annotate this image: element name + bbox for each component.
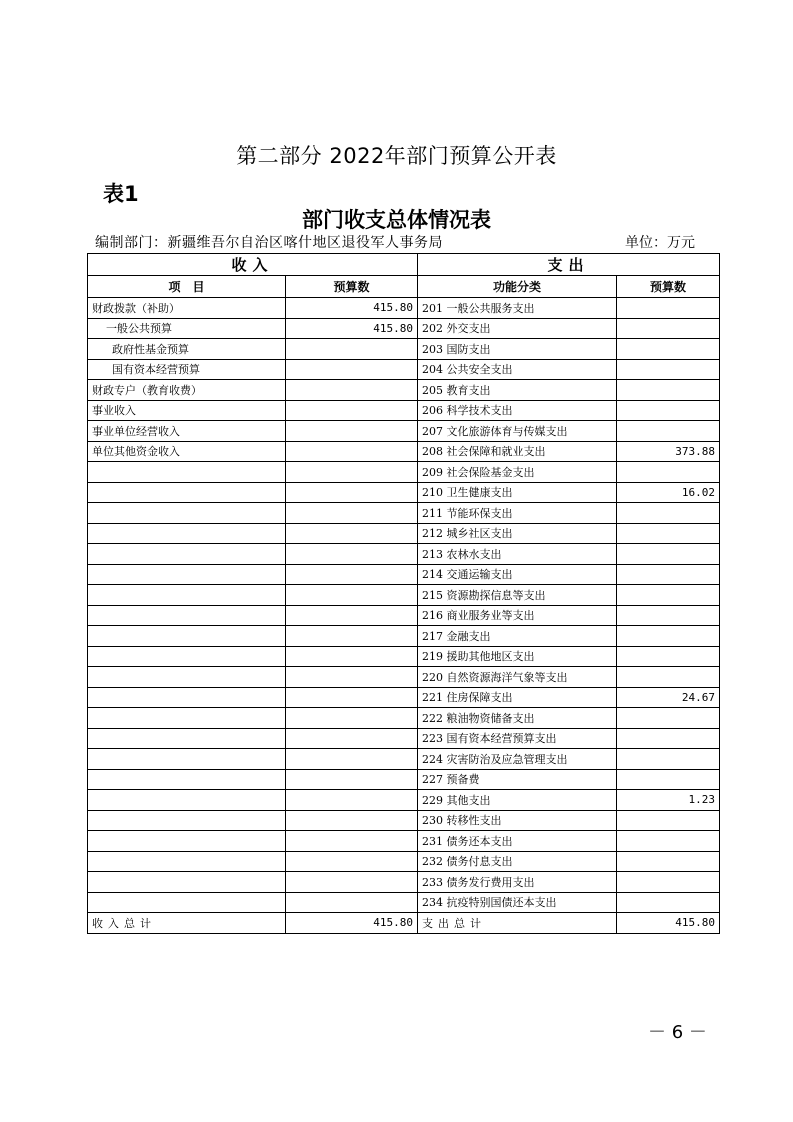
- income-item-cell: [88, 482, 286, 503]
- income-item-cell: 财政专户（教育收费）: [88, 380, 286, 401]
- expense-value-cell: [617, 523, 720, 544]
- expense-item-cell: 204 公共安全支出: [418, 359, 617, 380]
- income-item-cell: [88, 503, 286, 524]
- expense-value-cell: [617, 646, 720, 667]
- income-value-cell: [286, 400, 418, 421]
- expense-header: 支出: [418, 254, 720, 276]
- expense-value-cell: 1.23: [617, 790, 720, 811]
- expense-item-cell: 222 粮油物资储备支出: [418, 708, 617, 729]
- income-value-cell: [286, 523, 418, 544]
- income-value-cell: [286, 646, 418, 667]
- income-item-cell: [88, 462, 286, 483]
- expense-value-cell: 16.02: [617, 482, 720, 503]
- expense-item-cell: 215 资源勘探信息等支出: [418, 585, 617, 606]
- income-item-cell: [88, 646, 286, 667]
- unit-label: 单位：万元: [625, 235, 695, 251]
- expense-value-cell: [617, 421, 720, 442]
- expense-item-cell: 223 国有资本经营预算支出: [418, 728, 617, 749]
- expense-total-label: 支出总计: [418, 913, 617, 934]
- expense-value-cell: [617, 749, 720, 770]
- income-item-cell: [88, 523, 286, 544]
- table-row: [88, 667, 720, 688]
- income-value-cell: [286, 585, 418, 606]
- income-item-cell: [88, 687, 286, 708]
- header-row-sub: [88, 276, 720, 298]
- expense-item-cell: 205 教育支出: [418, 380, 617, 401]
- expense-item-cell: 219 援助其他地区支出: [418, 646, 617, 667]
- expense-item-cell: 221 住房保障支出: [418, 687, 617, 708]
- part-title: 第二部分 2022年部门预算公开表: [236, 144, 557, 168]
- table-row: [88, 892, 720, 913]
- expense-item-cell: 227 预备费: [418, 769, 617, 790]
- income-value-cell: [286, 831, 418, 852]
- expense-item-cell: 212 城乡社区支出: [418, 523, 617, 544]
- expense-value-cell: [617, 380, 720, 401]
- table-row: [88, 872, 720, 893]
- expense-value-cell: 373.88: [617, 441, 720, 462]
- table-row: [88, 400, 720, 421]
- income-item-cell: [88, 564, 286, 585]
- income-value-cell: [286, 339, 418, 360]
- expense-value-cell: [617, 462, 720, 483]
- expense-value-cell: [617, 831, 720, 852]
- page-number: － 6 －: [648, 1022, 707, 1043]
- income-header: 收入: [88, 254, 418, 276]
- income-value-cell: [286, 851, 418, 872]
- expense-item-cell: 231 债务还本支出: [418, 831, 617, 852]
- income-value-cell: [286, 728, 418, 749]
- expense-item-cell: 202 外交支出: [418, 318, 617, 339]
- expense-item-cell: 229 其他支出: [418, 790, 617, 811]
- expense-value-cell: [617, 872, 720, 893]
- header-row-top: [88, 254, 720, 276]
- income-item-cell: [88, 872, 286, 893]
- table-row: [88, 441, 720, 462]
- function-header: 功能分类: [418, 276, 617, 298]
- table-row: [88, 359, 720, 380]
- income-value-cell: [286, 872, 418, 893]
- table-number: 表1: [103, 182, 139, 206]
- income-item-cell: 单位其他资金收入: [88, 441, 286, 462]
- expense-item-cell: 208 社会保障和就业支出: [418, 441, 617, 462]
- income-item-cell: [88, 790, 286, 811]
- expense-item-cell: 224 灾害防治及应急管理支出: [418, 749, 617, 770]
- table-row: [88, 585, 720, 606]
- expense-item-cell: 220 自然资源海洋气象等支出: [418, 667, 617, 688]
- expense-value-cell: [617, 585, 720, 606]
- table-row: [88, 728, 720, 749]
- table-row: [88, 749, 720, 770]
- expense-value-cell: [617, 605, 720, 626]
- expense-item-cell: 210 卫生健康支出: [418, 482, 617, 503]
- income-value-cell: [286, 810, 418, 831]
- income-value-cell: [286, 687, 418, 708]
- budget-header: 预算数: [286, 276, 418, 298]
- table-row: [88, 482, 720, 503]
- income-item-cell: [88, 667, 286, 688]
- expense-value-cell: [617, 728, 720, 749]
- income-value-cell: [286, 462, 418, 483]
- income-value-cell: [286, 503, 418, 524]
- expense-value-cell: [617, 892, 720, 913]
- totals-row: [88, 913, 720, 934]
- table-row: [88, 769, 720, 790]
- expense-item-cell: 203 国防支出: [418, 339, 617, 360]
- expense-value-cell: [617, 544, 720, 565]
- income-value-cell: 415.80: [286, 318, 418, 339]
- income-item-cell: [88, 585, 286, 606]
- expense-item-cell: 216 商业服务业等支出: [418, 605, 617, 626]
- expense-value-cell: [617, 769, 720, 790]
- income-value-cell: [286, 441, 418, 462]
- income-item-cell: 事业收入: [88, 400, 286, 421]
- org-label: 编制部门：新疆维吾尔自治区喀什地区退役军人事务局: [95, 235, 443, 251]
- income-item-cell: [88, 892, 286, 913]
- expense-value-cell: [617, 708, 720, 729]
- income-value-cell: [286, 482, 418, 503]
- table-title: 部门收支总体情况表: [302, 208, 491, 232]
- income-value-cell: [286, 564, 418, 585]
- table-row: [88, 462, 720, 483]
- income-value-cell: [286, 544, 418, 565]
- income-item-cell: [88, 728, 286, 749]
- income-item-cell: 政府性基金预算: [88, 339, 286, 360]
- expense-value-cell: [617, 626, 720, 647]
- income-item-cell: [88, 851, 286, 872]
- income-item-cell: 财政拨款（补助）: [88, 298, 286, 319]
- expense-value-cell: [617, 318, 720, 339]
- table-row: [88, 605, 720, 626]
- expense-value-cell: [617, 503, 720, 524]
- income-item-cell: [88, 605, 286, 626]
- income-item-cell: [88, 810, 286, 831]
- income-value-cell: [286, 359, 418, 380]
- income-total-value: 415.80: [286, 913, 418, 934]
- expense-value-cell: [617, 667, 720, 688]
- table-row: [88, 646, 720, 667]
- income-item-cell: 一般公共预算: [88, 318, 286, 339]
- expense-item-cell: 207 文化旅游体育与传媒支出: [418, 421, 617, 442]
- table-row: [88, 544, 720, 565]
- table-row: [88, 851, 720, 872]
- income-item-cell: [88, 708, 286, 729]
- expense-value-cell: [617, 810, 720, 831]
- income-value-cell: 415.80: [286, 298, 418, 319]
- budget-header-2: 预算数: [617, 276, 720, 298]
- table-row: [88, 503, 720, 524]
- expense-value-cell: [617, 298, 720, 319]
- expense-item-cell: 213 农林水支出: [418, 544, 617, 565]
- expense-item-cell: 217 金融支出: [418, 626, 617, 647]
- income-item-cell: [88, 749, 286, 770]
- expense-item-cell: 232 债务付息支出: [418, 851, 617, 872]
- income-value-cell: [286, 749, 418, 770]
- expense-item-cell: 201 一般公共服务支出: [418, 298, 617, 319]
- expense-value-cell: [617, 564, 720, 585]
- table-row: [88, 708, 720, 729]
- expense-value-cell: [617, 359, 720, 380]
- expense-value-cell: [617, 851, 720, 872]
- table-row: [88, 523, 720, 544]
- expense-item-cell: 211 节能环保支出: [418, 503, 617, 524]
- income-value-cell: [286, 769, 418, 790]
- table-row: [88, 339, 720, 360]
- income-value-cell: [286, 667, 418, 688]
- expense-item-cell: 234 抗疫特别国债还本支出: [418, 892, 617, 913]
- expense-value-cell: [617, 400, 720, 421]
- expense-total-value: 415.80: [617, 913, 720, 934]
- table-row: [88, 810, 720, 831]
- expense-item-cell: 206 科学技术支出: [418, 400, 617, 421]
- income-item-cell: [88, 626, 286, 647]
- income-value-cell: [286, 605, 418, 626]
- income-item-cell: 事业单位经营收入: [88, 421, 286, 442]
- table-row: [88, 687, 720, 708]
- income-value-cell: [286, 790, 418, 811]
- income-item-cell: [88, 769, 286, 790]
- table-row: [88, 298, 720, 319]
- income-item-cell: 国有资本经营预算: [88, 359, 286, 380]
- income-value-cell: [286, 626, 418, 647]
- table-row: [88, 380, 720, 401]
- expense-item-cell: 209 社会保险基金支出: [418, 462, 617, 483]
- table-row: [88, 790, 720, 811]
- expense-item-cell: 214 交通运输支出: [418, 564, 617, 585]
- item-header: 项 目: [88, 276, 286, 298]
- expense-item-cell: 230 转移性支出: [418, 810, 617, 831]
- table-row: [88, 421, 720, 442]
- expense-item-cell: 233 债务发行费用支出: [418, 872, 617, 893]
- income-value-cell: [286, 380, 418, 401]
- income-value-cell: [286, 421, 418, 442]
- expense-value-cell: 24.67: [617, 687, 720, 708]
- expense-value-cell: [617, 339, 720, 360]
- income-item-cell: [88, 831, 286, 852]
- table-row: [88, 564, 720, 585]
- income-item-cell: [88, 544, 286, 565]
- income-value-cell: [286, 892, 418, 913]
- income-value-cell: [286, 708, 418, 729]
- budget-table: [87, 253, 720, 934]
- table-row: [88, 831, 720, 852]
- income-total-label: 收入总计: [88, 913, 286, 934]
- table-row: [88, 626, 720, 647]
- table-row: [88, 318, 720, 339]
